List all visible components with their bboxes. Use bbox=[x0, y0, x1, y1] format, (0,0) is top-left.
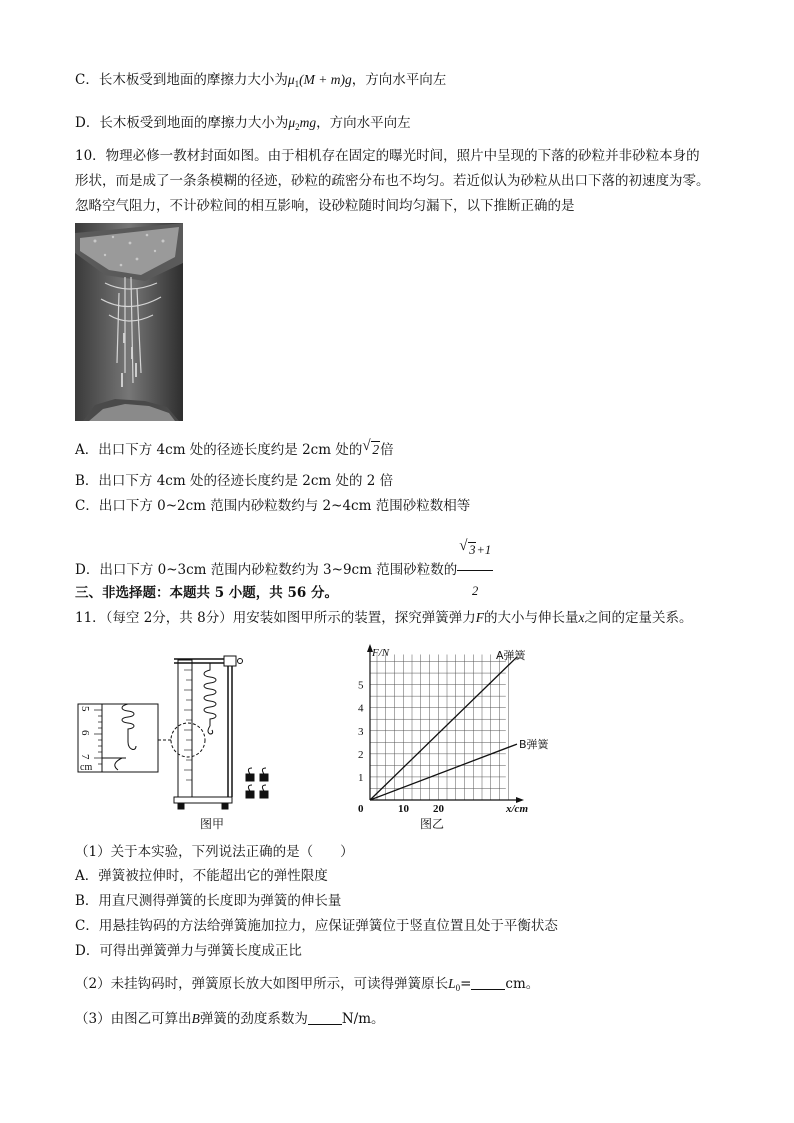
q10-option-d-fraction: √ 3+1 2 bbox=[457, 530, 493, 611]
q9-option-d-text: D．长木板受到地面的摩擦力大小为 bbox=[75, 115, 289, 131]
q10-stem-line1: 10．物理必修一教材封面如图。由于相机存在固定的曝光时间，照片中呈现的下落的砂粒并非砂粒本身的 bbox=[75, 148, 700, 164]
y-tick-label: 2 bbox=[358, 748, 364, 761]
q10-option-d-text: D．出口下方 0~3cm 范围内砂粒数约为 3~9cm 范围砂粒数的 bbox=[75, 562, 458, 578]
q11-sub2-answer-blank[interactable] bbox=[471, 975, 505, 990]
series-line-b bbox=[370, 744, 517, 800]
chart-series bbox=[370, 648, 550, 800]
q11-sub3-answer-blank[interactable] bbox=[308, 1010, 342, 1025]
q9-option-d-direction: ，方向水平向左 bbox=[316, 115, 411, 131]
q10-stem-line2: 形状，而是成了一条条模糊的径迹，砂粒的疏密分布也不均匀。若近似认为砂粒从出口下落的初速度为零。 bbox=[75, 173, 710, 189]
figure-jia-caption: 图甲 bbox=[200, 817, 225, 831]
y-tick-label: 5 bbox=[358, 679, 364, 692]
q11-option-b: B．用直尺测得弹簧的长度即为弹簧的伸长量 bbox=[75, 893, 342, 909]
x-axis-label: x/cm bbox=[506, 803, 528, 815]
series-label-a: A弹簧 bbox=[496, 648, 526, 662]
q11-stem: 11．（每空 2分，共 8分）用安装如图甲所示的装置，探究弹簧弹力F的大小与伸长量x之间的定量关系。 bbox=[75, 610, 693, 626]
section-3-heading: 三、非选择题：本题共 5 小题，共 56 分。 bbox=[75, 585, 338, 601]
q11-option-a: A．弹簧被拉伸时，不能超出它的弹性限度 bbox=[75, 868, 328, 884]
y-tick-label: 3 bbox=[358, 725, 364, 738]
chart-ticks bbox=[358, 680, 445, 815]
q9-option-d-mu: $\mu_2$ bbox=[288, 115, 300, 132]
figure-yi-caption: 图乙 bbox=[420, 817, 445, 831]
q10-option-b: B．出口下方 4cm 处的径迹长度约是 2cm 处的 2 倍 bbox=[75, 473, 394, 489]
y-tick-label: 4 bbox=[358, 702, 364, 715]
ruler-mark-7: 7 bbox=[79, 754, 91, 760]
q11-option-c: C．用悬挂钩码的方法给弹簧施加拉力，应保证弹簧位于竖直位置且处于平衡状态 bbox=[75, 918, 558, 934]
q11-sub2-L0: $L_0$ bbox=[448, 976, 461, 993]
q10-option-a-tail: 倍 bbox=[380, 442, 394, 458]
ruler-unit: cm bbox=[80, 762, 93, 773]
q9-option-c-direction: ，方向水平向左 bbox=[351, 72, 447, 88]
figure-jia-apparatus bbox=[70, 642, 300, 834]
q10-stem-line3: 忽略空气阻力，不计砂粒间的相互影响，设砂粒随时间均匀漏下，以下推断正确的是 bbox=[75, 198, 575, 214]
q10-option-a-text: A．出口下方 4cm 处的径迹长度约是 2cm 处的 bbox=[75, 442, 363, 458]
ruler-mark-5: 5 bbox=[79, 706, 91, 712]
chart-grid bbox=[370, 655, 508, 801]
series-line-a bbox=[370, 657, 517, 800]
q9-option-c-text: C．长木板受到地面的摩擦力大小为 bbox=[75, 72, 288, 88]
q9-option-d bbox=[75, 113, 411, 137]
series-label-b: B弹簧 bbox=[519, 738, 549, 752]
y-tick-label: 1 bbox=[358, 771, 364, 784]
q10-option-a-sqrt: √ 2 bbox=[362, 438, 380, 457]
q10-option-c: C．出口下方 0~2cm 范围内砂粒数约与 2~4cm 范围砂粒数相等 bbox=[75, 498, 471, 514]
q11-sub1: （1）关于本实验，下列说法正确的是（ ） bbox=[75, 844, 354, 860]
q10-option-a bbox=[75, 440, 394, 460]
falling-sand-photo bbox=[75, 223, 183, 421]
ruler-mark-6: 6 bbox=[79, 730, 91, 736]
q9-option-c bbox=[75, 70, 446, 94]
x-tick-label: 10 bbox=[398, 803, 409, 815]
q11-sub2: （2）未挂钩码时，弹簧原长放大如图甲所示，可读得弹簧原长$L_0=$ cm。 bbox=[75, 976, 540, 993]
x-tick-label: 0 bbox=[358, 803, 364, 815]
figure-yi-chart bbox=[340, 642, 549, 834]
y-axis-label: F/N bbox=[372, 647, 390, 659]
q11-option-d: D．可得出弹簧弹力与弹簧长度成正比 bbox=[75, 943, 302, 959]
x-tick-label: 20 bbox=[433, 803, 444, 815]
q9-option-c-expr: (M + m)g bbox=[299, 72, 352, 87]
q9-option-d-expr: mg bbox=[299, 115, 317, 130]
q9-option-c-mu: $\mu_1$ bbox=[287, 72, 300, 89]
q11-sub3: （3）由图乙可算出B弹簧的劲度系数为 N/m。 bbox=[75, 1011, 385, 1027]
